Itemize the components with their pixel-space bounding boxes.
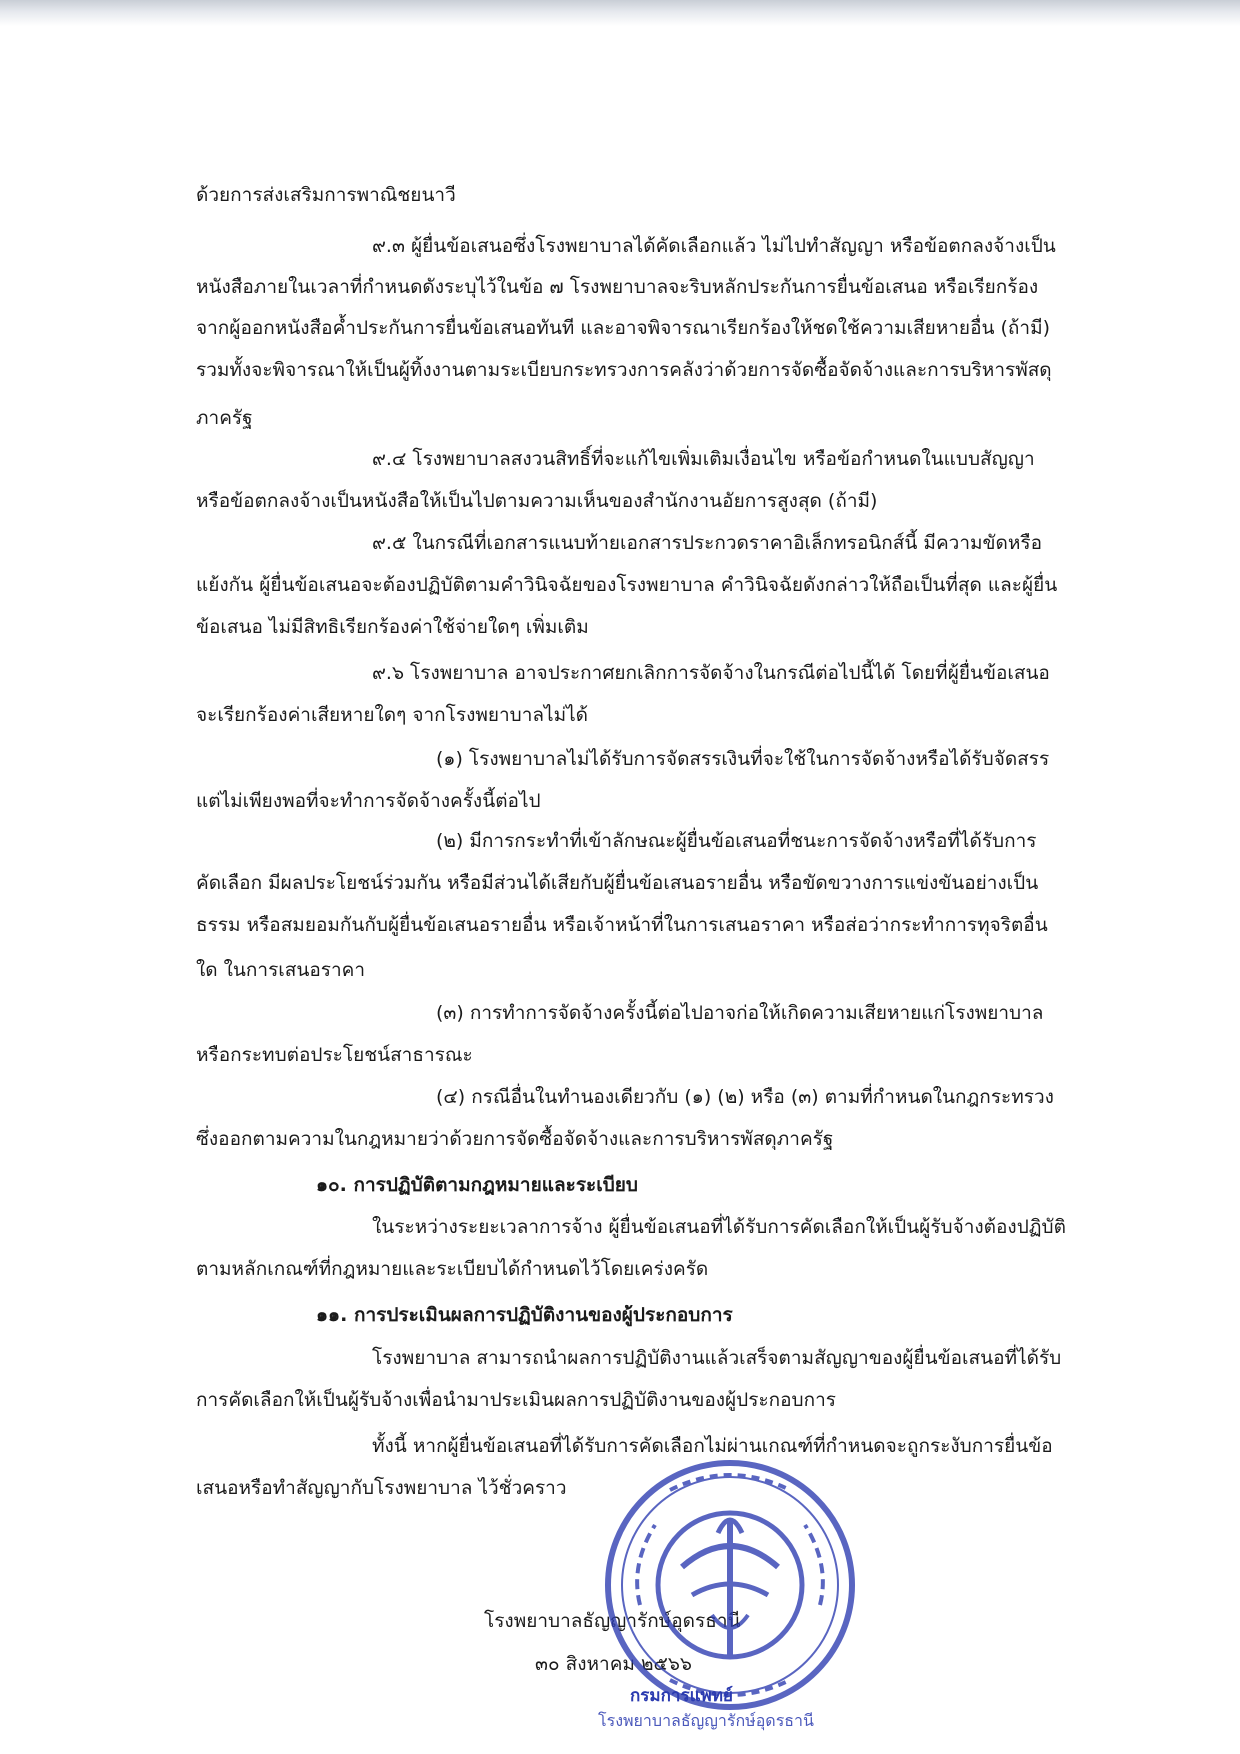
body-line: คัดเลือก มีผลประโยชน์ร่วมกัน หรือมีส่วนได้เสียกับผู้ยื่นข้อเสนอรายอื่น หรือขัดขวางการแข่งขันอย่างเป็น xyxy=(196,872,1039,894)
body-line: ในระหว่างระยะเวลาการจ้าง ผู้ยื่นข้อเสนอที่ได้รับการคัดเลือกให้เป็นผู้รับจ้างต้องปฏิบัติ xyxy=(372,1216,1066,1238)
body-line: หรือกระทบต่อประโยชน์สาธารณะ xyxy=(196,1044,473,1066)
body-line: หรือข้อตกลงจ้างเป็นหนังสือให้เป็นไปตามความเห็นของสำนักงานอัยการสูงสุด (ถ้ามี) xyxy=(196,490,878,512)
body-line: จากผู้ออกหนังสือค้ำประกันการยื่นข้อเสนอทันที และอาจพิจารณาเรียกร้องให้ชดใช้ความเสียหายอื่น (ถ้ามี) xyxy=(196,317,1051,339)
official-seal-stamp xyxy=(600,1455,860,1715)
body-line: รวมทั้งจะพิจารณาให้เป็นผู้ทิ้งงานตามระเบียบกระทรวงการคลังว่าด้วยการจัดซื้อจัดจ้างและการบริหารพัสดุ xyxy=(196,359,1052,381)
body-line: โรงพยาบาล สามารถนำผลการปฏิบัติงานแล้วเสร็จตามสัญญาของผู้ยื่นข้อเสนอที่ได้รับ xyxy=(372,1347,1062,1369)
issuer-name: โรงพยาบาลธัญญารักษ์อุดรธานี xyxy=(484,1610,741,1632)
body-line: ภาครัฐ xyxy=(196,407,253,429)
clause-9-6: ๙.๖ โรงพยาบาล อาจประกาศยกเลิกการจัดจ้างในกรณีต่อไปนี้ได้ โดยที่ผู้ยื่นข้อเสนอ xyxy=(372,662,1050,684)
body-line: แต่ไม่เพียงพอที่จะทำการจัดจ้างครั้งนี้ต่อไป xyxy=(196,790,541,812)
clause-9-4: ๙.๔ โรงพยาบาลสงวนสิทธิ์ที่จะแก้ไขเพิ่มเติมเงื่อนไข หรือข้อกำหนดในแบบสัญญา xyxy=(372,448,1035,470)
subclause-2: (๒) มีการกระทำที่เข้าลักษณะผู้ยื่นข้อเสนอที่ชนะการจัดจ้างหรือที่ได้รับการ xyxy=(436,830,1037,852)
body-line: ใด ในการเสนอราคา xyxy=(196,959,366,981)
stamp-department: กรมการแพทย์ xyxy=(630,1686,733,1706)
body-line: เสนอหรือทำสัญญากับโรงพยาบาล ไว้ชั่วคราว xyxy=(196,1477,567,1499)
body-line: ธรรม หรือสมยอมกันกับผู้ยื่นข้อเสนอรายอื่น หรือเจ้าหน้าที่ในการเสนอราคา หรือส่อว่ากระทำการทุจริตอื่น xyxy=(196,914,1048,936)
clause-9-3: ๙.๓ ผู้ยื่นข้อเสนอซึ่งโรงพยาบาลได้คัดเลือกแล้ว ไม่ไปทำสัญญา หรือข้อตกลงจ้างเป็น xyxy=(372,235,1056,257)
section-11-heading: ๑๑. การประเมินผลการปฏิบัติงานของผู้ประกอบการ xyxy=(316,1304,733,1326)
body-line: หนังสือภายในเวลาที่กำหนดดังระบุไว้ในข้อ ๗ โรงพยาบาลจะริบหลักประกันการยื่นข้อเสนอ หรือเรียกร้อง xyxy=(196,276,1039,298)
stamp-organization: โรงพยาบาลธัญญารักษ์อุดรธานี xyxy=(598,1711,814,1730)
subclause-1: (๑) โรงพยาบาลไม่ได้รับการจัดสรรเงินที่จะใช้ในการจัดจ้างหรือได้รับจัดสรร xyxy=(436,748,1050,770)
clause-9-5: ๙.๕ ในกรณีที่เอกสารแนบท้ายเอกสารประกวดราคาอิเล็กทรอนิกส์นี้ มีความขัดหรือ xyxy=(372,532,1042,554)
body-line: ตามหลักเกณฑ์ที่กฎหมายและระเบียบได้กำหนดไว้โดยเคร่งครัด xyxy=(196,1258,709,1280)
body-line: จะเรียกร้องค่าเสียหายใดๆ จากโรงพยาบาลไม่ได้ xyxy=(196,704,589,726)
body-line: การคัดเลือกให้เป็นผู้รับจ้างเพื่อนำมาประเมินผลการปฏิบัติงานของผู้ประกอบการ xyxy=(196,1389,836,1411)
body-line: ด้วยการส่งเสริมการพาณิชยนาวี xyxy=(196,184,456,206)
body-line: ซึ่งออกตามความในกฎหมายว่าด้วยการจัดซื้อจัดจ้างและการบริหารพัสดุภาครัฐ xyxy=(196,1128,834,1150)
subclause-4: (๔) กรณีอื่นในทำนองเดียวกับ (๑) (๒) หรือ (๓) ตามที่กำหนดในกฎกระทรวง xyxy=(436,1086,1054,1108)
section-10-heading: ๑๐. การปฏิบัติตามกฎหมายและระเบียบ xyxy=(316,1174,638,1196)
body-line: ทั้งนี้ หากผู้ยื่นข้อเสนอที่ได้รับการคัดเลือกไม่ผ่านเกณฑ์ที่กำหนดจะถูกระงับการยื่นข้อ xyxy=(372,1435,1053,1457)
body-line: แย้งกัน ผู้ยื่นข้อเสนอจะต้องปฏิบัติตามคำวินิจฉัยของโรงพยาบาล คำวินิจฉัยดังกล่าวให้ถือเป็นที่สุด และผู้ยื่น xyxy=(196,574,1058,596)
body-line: ข้อเสนอ ไม่มีสิทธิเรียกร้องค่าใช้จ่ายใดๆ เพิ่มเติม xyxy=(196,616,589,638)
subclause-3: (๓) การทำการจัดจ้างครั้งนี้ต่อไปอาจก่อให้เกิดความเสียหายแก่โรงพยาบาล xyxy=(436,1002,1044,1024)
issue-date: ๓๐ สิงหาคม ๒๕๖๖ xyxy=(535,1653,692,1675)
